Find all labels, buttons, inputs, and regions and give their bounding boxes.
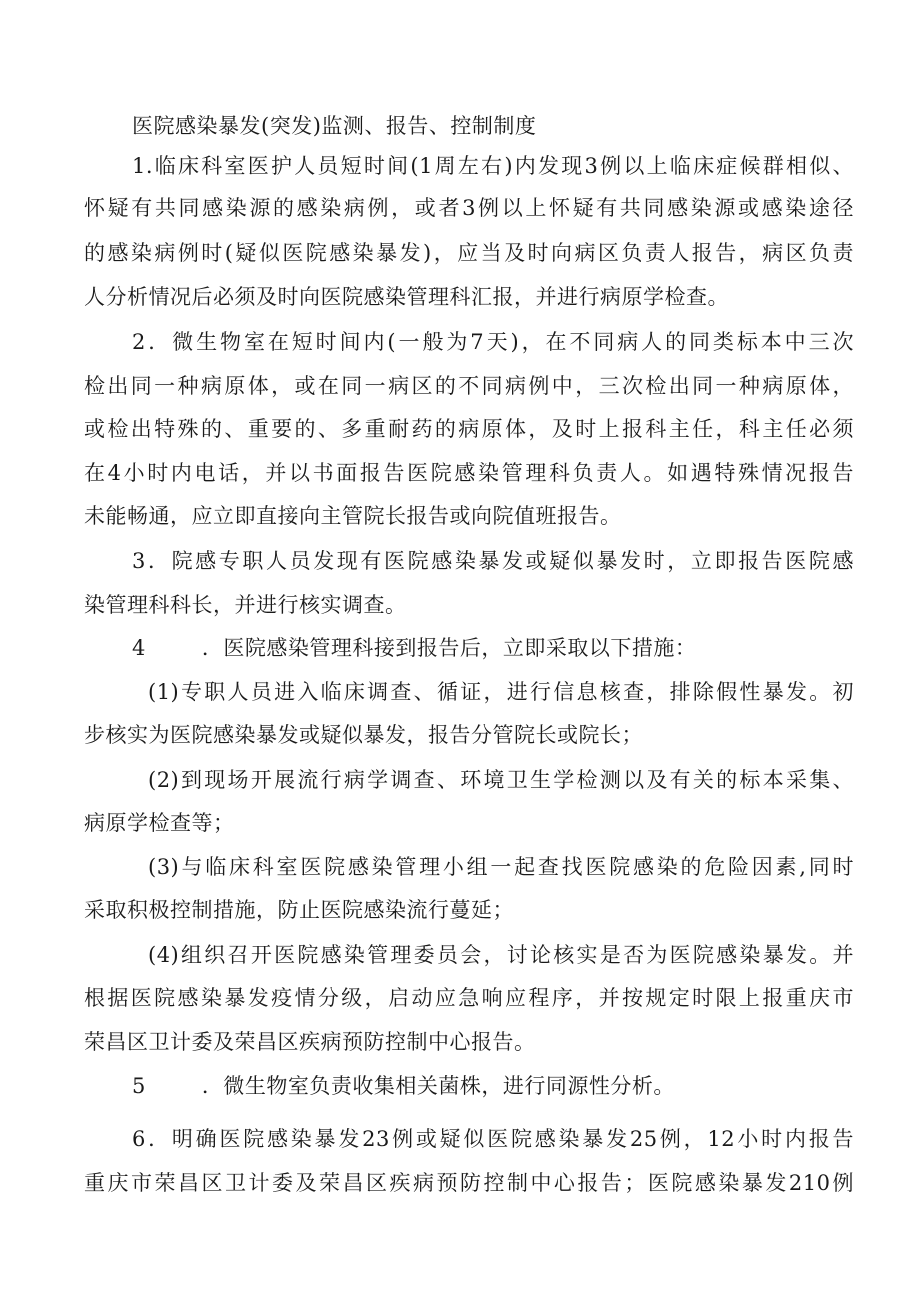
paragraph-1-line-1: 1.临床科室医护人员短时间(1周左右)内发现3例以上临床症候群相似、: [132, 154, 854, 178]
paragraph-2-line-1: 2．微生物室在短时间内(一般为7天)，在不同病人的同类标本中三次: [132, 330, 854, 354]
paragraph-2-line-4: 在4小时内电话，并以书面报告医院感染管理科负责人。如遇特殊情况报告: [84, 461, 854, 485]
paragraph-1-line-4: 人分析情况后必须及时向医院感染管理科汇报，并进行病原学检查。: [84, 285, 729, 309]
paragraph-4-line-1: [132, 633, 854, 663]
subitem-1-line-2: 步核实为医院感染暴发或疑似暴发，报告分管院长或院长；: [84, 723, 643, 747]
paragraph-6-line-1: 6．明确医院感染暴发23例或疑似医院感染暴发25例，12小时内报告: [132, 1127, 854, 1151]
paragraph-2-line-3: 或检出特殊的、重要的、多重耐药的病原体，及时上报科主任，科主任必须: [84, 417, 854, 441]
paragraph-4-number: 4: [132, 636, 146, 660]
paragraph-5-text: ．微生物室负责收集相关菌株，进行同源性分析。: [201, 1074, 675, 1098]
subitem-3-line-1: (3)与临床科室医院感染管理小组一起查找医院感染的危险因素,同时: [148, 855, 854, 879]
subitem-4-line-1: (4)组织召开医院感染管理委员会，讨论核实是否为医院感染暴发。并: [148, 943, 854, 967]
subitem-2-line-2: 病原学检查等；: [84, 811, 235, 835]
subitem-3-line-2: 采取积极控制措施，防止医院感染流行蔓延；: [84, 898, 514, 922]
paragraph-1-line-2: 怀疑有共同感染源的感染病例，或者3例以上怀疑有共同感染源或感染途径: [84, 196, 854, 220]
paragraph-3-line-2: 染管理科科长，并进行核实调查。: [84, 593, 407, 617]
paragraph-6-line-2: 重庆市荣昌区卫计委及荣昌区疾病预防控制中心报告；医院感染暴发210例: [84, 1171, 854, 1195]
paragraph-5-line-1: [132, 1071, 854, 1101]
subitem-2-line-1: (2)到现场开展流行病学调查、环境卫生学检测以及有关的标本采集、: [148, 768, 854, 792]
subitem-1-line-1: (1)专职人员进入临床调查、循证，进行信息核查，排除假性暴发。初: [148, 680, 854, 704]
subitem-4-line-2: 根据医院感染暴发疫情分级，启动应急响应程序，并按规定时限上报重庆市: [84, 986, 854, 1010]
paragraph-4-text: ．医院感染管理科接到报告后，立即采取以下措施：: [201, 636, 697, 660]
document-title: 医院感染暴发(突发)监测、报告、控制制度: [132, 114, 537, 138]
subitem-4-line-3: 荣昌区卫计委及荣昌区疾病预防控制中心报告。: [84, 1030, 536, 1054]
paragraph-5-number: 5: [132, 1074, 146, 1098]
paragraph-3-line-1: 3．院感专职人员发现有医院感染暴发或疑似暴发时，立即报告医院感: [132, 549, 854, 573]
paragraph-2-line-5: 未能畅通，应立即直接向主管院长报告或向院值班报告。: [84, 504, 622, 528]
paragraph-1-line-3: 的感染病例时(疑似医院感染暴发)，应当及时向病区负责人报告，病区负责: [84, 241, 854, 265]
paragraph-2-line-2: 检出同一种病原体，或在同一病区的不同病例中，三次检出同一种病原体，: [84, 374, 854, 398]
